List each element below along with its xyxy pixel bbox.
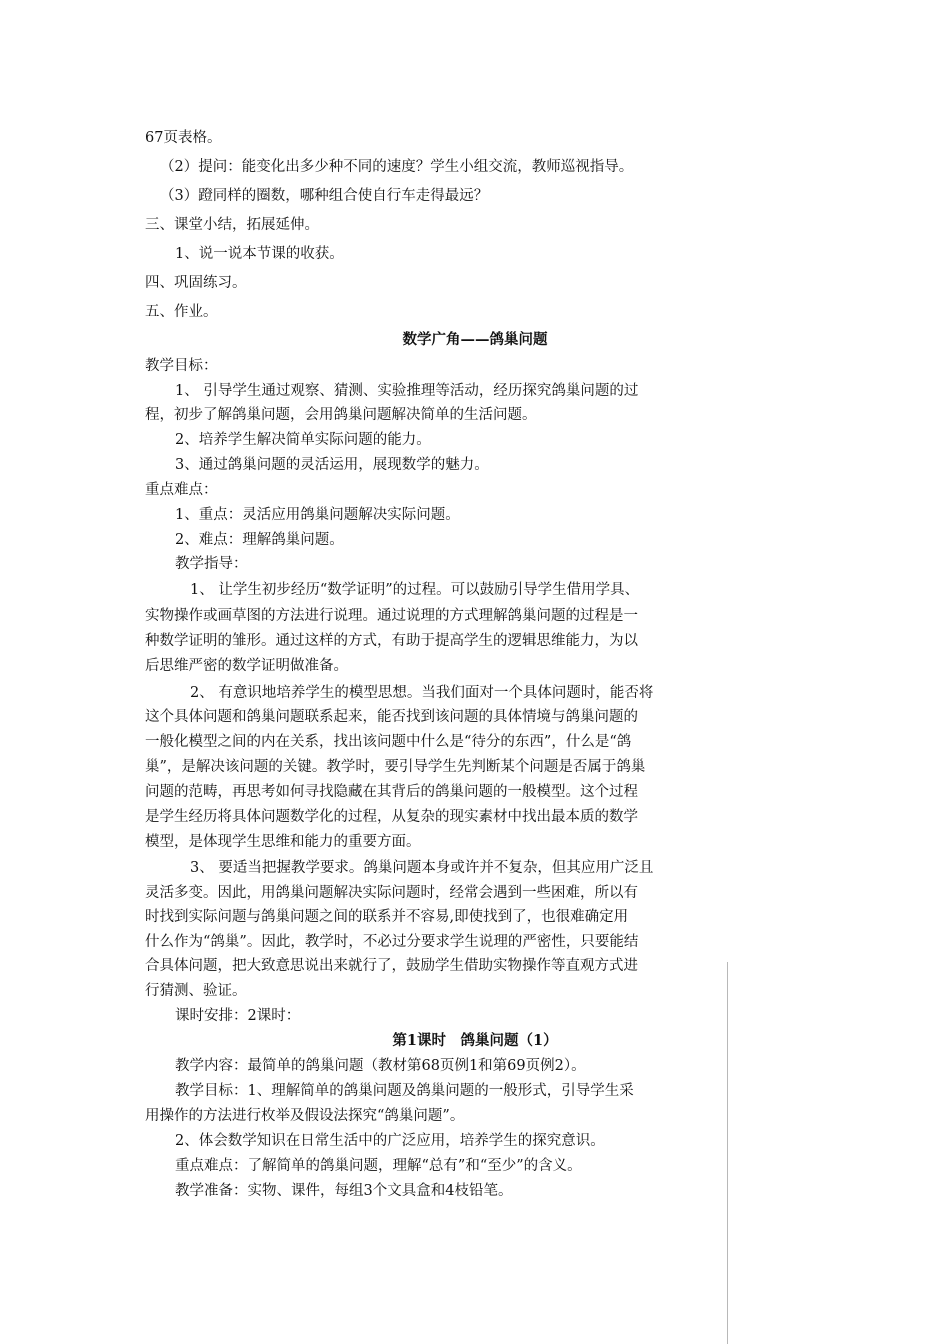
text-line: 3、 要适当把握教学要求。鸽巢问题本身或许并不复杂，但其应用广泛且 <box>190 860 654 876</box>
text-line: 1、重点：灵活应用鸽巢问题解决实际问题。 <box>175 507 460 523</box>
chapter-title: 数学广角——鸽巢问题 <box>402 331 548 348</box>
subheading: 重点难点： <box>145 482 218 498</box>
text-line: 灵活多变。因此，用鸽巢问题解决实际问题时，经常会遇到一些困难，所以有 <box>145 885 638 901</box>
text-line: 是学生经历将具体问题数学化的过程，从复杂的现实素材中找出最本质的数学 <box>145 809 638 825</box>
text-line: 3、通过鸽巢问题的灵活运用，展现数学的魅力。 <box>175 457 489 473</box>
text-line: 重点难点：了解简单的鸽巢问题，理解“总有”和“至少”的含义。 <box>175 1158 582 1174</box>
text-line: 用操作的方法进行枚举及假设法探究“鸽巢问题”。 <box>145 1108 465 1124</box>
text-line: 教学内容：最简单的鸽巢问题（教材第68页例1和第69页例2）。 <box>175 1058 586 1074</box>
text-line: 教学目标：1、理解简单的鸽巢问题及鸽巢问题的一般形式，引导学生采 <box>175 1083 634 1099</box>
text-line: 2、 有意识地培养学生的模型思想。当我们面对一个具体问题时，能否将 <box>190 685 654 701</box>
section-heading: 三、课堂小结，拓展延伸。 <box>145 217 319 233</box>
text-line: 这个具体问题和鸽巢问题联系起来，能否找到该问题的具体情境与鸽巢问题的 <box>145 709 638 725</box>
text-line: 模型，是体现学生思维和能力的重要方面。 <box>145 834 421 850</box>
section-heading: 五、作业。 <box>145 304 218 320</box>
text-line: 1、 引导学生通过观察、猜测、实验推理等活动，经历探究鸽巢问题的过 <box>175 383 639 399</box>
text-line: 行猜测、验证。 <box>145 983 247 999</box>
margin-line <box>727 962 728 1344</box>
text-line: 时找到实际问题与鸽巢问题之间的联系并不容易,即使找到了，也很难确定用 <box>145 909 629 925</box>
text-line: 1、 让学生初步经历“数学证明”的过程。可以鼓励引导学生借用学具、 <box>190 582 640 598</box>
text-line: 2、体会数学知识在日常生活中的广泛应用，培养学生的探究意识。 <box>175 1133 605 1149</box>
section-heading: 四、巩固练习。 <box>145 275 247 291</box>
text-line: 后思维严密的数学证明做准备。 <box>145 658 348 674</box>
text-line: 巢”，是解决该问题的关键。教学时，要引导学生先判断某个问题是否属于鸽巢 <box>145 759 646 775</box>
text-line: （2）提问：能变化出多少种不同的速度？学生小组交流，教师巡视指导。 <box>160 159 634 175</box>
text-line: 2、培养学生解决简单实际问题的能力。 <box>175 432 431 448</box>
text-line: 合具体问题，把大致意思说出来就行了，鼓励学生借助实物操作等直观方式进 <box>145 958 638 974</box>
text-line: 程，初步了解鸽巢问题，会用鸽巢问题解决简单的生活问题。 <box>145 407 537 423</box>
text-line: 问题的范畴，再思考如何寻找隐藏在其背后的鸽巢问题的一般模型。这个过程 <box>145 784 638 800</box>
text-line: 什么作为“鸽巢”。因此，教学时，不必过分要求学生说理的严密性，只要能结 <box>145 934 639 950</box>
text-line: 教学准备：实物、课件，每组3个文具盒和4枝铅笔。 <box>175 1183 513 1199</box>
text-line: 课时安排：2课时： <box>175 1008 301 1024</box>
text-line: 一般化模型之间的内在关系，找出该问题中什么是“待分的东西”，什么是“鸽 <box>145 734 632 750</box>
subheading: 教学目标： <box>145 358 218 374</box>
text-line: 实物操作或画草图的方法进行说理。通过说理的方式理解鸽巢问题的过程是一 <box>145 608 638 624</box>
text-line: 2、难点：理解鸽巢问题。 <box>175 532 344 548</box>
text-line: 种数学证明的雏形。通过这样的方式，有助于提高学生的逻辑思维能力，为以 <box>145 633 638 649</box>
lesson-title: 第1课时 鸽巢问题（1） <box>392 1032 558 1049</box>
subheading: 教学指导： <box>175 556 248 572</box>
text-line: 1、说一说本节课的收获。 <box>175 246 344 262</box>
text-line: 67页表格。 <box>145 130 222 146</box>
text-line: （3）蹬同样的圈数，哪种组合使自行车走得最远？ <box>160 188 489 204</box>
